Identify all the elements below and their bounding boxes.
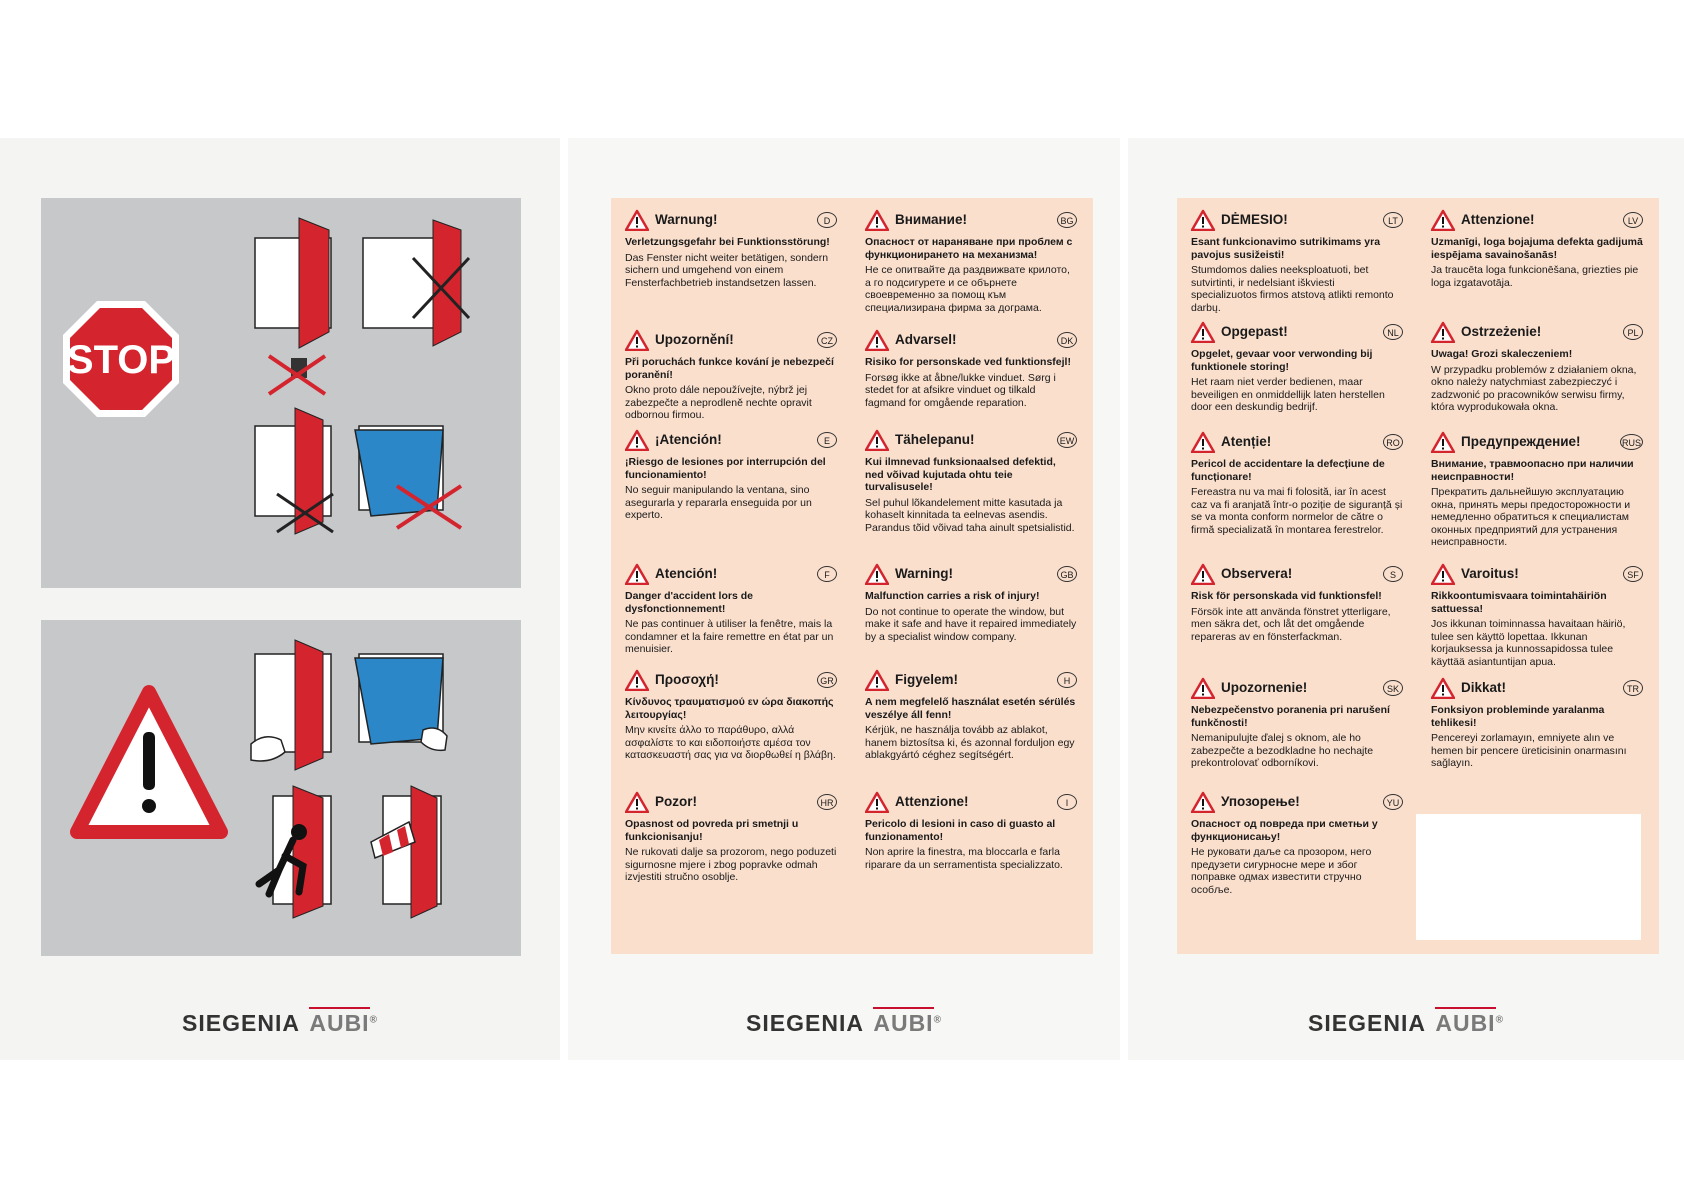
warning-body: Do not continue to operate the window, but make it safe and have it repaired immediately by a specialist window company.: [865, 605, 1077, 643]
warning-triangle-icon: [1191, 431, 1215, 453]
warning-body: Sel puhul lõkandelement mitte kasutada ja kohaselt kinnitada ta eelnevas asendis. Parandus tõid võivad taha ainult spetsialistid.: [865, 496, 1075, 534]
pictogram-panel-top: [41, 198, 521, 588]
warning-heading: Nebezpečenstvo poranenia pri narušení funkčnosti!: [1191, 704, 1390, 729]
warning-heading: Uwaga! Grozi skaleczeniem!: [1431, 348, 1573, 360]
warning-title: Warning!: [895, 566, 953, 581]
language-code-badge: RO: [1383, 434, 1403, 450]
warning-heading: Pericol de accidentare la defecțiune de funcționare!: [1191, 458, 1385, 483]
warning-block: [625, 668, 837, 762]
warning-title: ¡Atención!: [655, 432, 722, 447]
window-blue-sash-forbidden-icon: [355, 426, 461, 528]
warning-body: Försök inte att använda fönstret ytterligare, men säkra det, och låt det omgående repareras av en fönsterfackman.: [1191, 605, 1391, 643]
warning-block: [1431, 320, 1643, 414]
warning-triangle-icon: [625, 209, 649, 231]
warning-heading: Uzmanīgi, loga bojajuma defekta gadijumā iespējama savainošanās!: [1431, 236, 1643, 261]
warning-body: Не руковати даље са прозором, него предузети сигурносне мере и због поправке одмах известити стручно особље.: [1191, 846, 1372, 896]
stop-sign-icon: [63, 301, 179, 417]
warning-triangle-icon: [1431, 431, 1455, 453]
warning-heading: Opasnost od povreda pri smetnji u funkcionisanju!: [625, 818, 799, 843]
warning-title: DĖMESIO!: [1221, 212, 1288, 227]
language-code-badge: I: [1057, 794, 1077, 810]
warning-block: [1431, 676, 1643, 770]
warning-block: [625, 428, 837, 522]
language-code-badge: RUS: [1620, 434, 1643, 450]
warning-title: Ostrzeżenie!: [1461, 324, 1542, 339]
warning-body: Kérjük, ne használja tovább az ablakot, hanem biztosítsa ki, és azonnal forduljon egy ablakgyártó céghez segítségért.: [865, 724, 1075, 761]
warning-title: Предупреждение!: [1461, 434, 1581, 449]
window-handle-forbidden-icon: [255, 218, 331, 394]
warning-block: [1431, 430, 1643, 549]
window-blue-hand-icon: [355, 654, 447, 750]
warning-triangle-icon: [1431, 209, 1455, 231]
warning-body: Forsøg ikke at åbne/lukke vinduet. Sørg i stedet for at afsikre vinduet og tilkald fagmand for omgående reparation.: [865, 371, 1056, 409]
page-warnings-1: [568, 138, 1120, 1060]
warning-body: Non aprire la finestra, ma bloccarla e farla riparare da un serramentista specializzato.: [865, 846, 1063, 871]
warning-triangle-icon: [625, 791, 649, 813]
language-code-badge: S: [1383, 566, 1403, 582]
warning-triangle-icon: [625, 329, 649, 351]
warning-heading: Pericolo di lesioni in caso di guasto al funzionamento!: [865, 818, 1056, 843]
warning-title: Atenție!: [1221, 434, 1272, 449]
warning-title: Pozor!: [655, 794, 697, 809]
warning-triangle-icon: [625, 669, 649, 691]
page-warnings-2: [1128, 138, 1684, 1060]
warning-block: [625, 208, 837, 289]
language-code-badge: PL: [1623, 324, 1643, 340]
warning-triangle-icon: [1191, 563, 1215, 585]
language-code-badge: DK: [1057, 332, 1077, 348]
warnings-panel: [1177, 198, 1659, 954]
warning-body: Ne rukovati dalje sa prozorom, nego poduzeti sigurnosne mjere i zbog popravke odmah izvjestiti stručno osoblje.: [625, 846, 837, 883]
warnings-panel: [611, 198, 1093, 954]
warning-body: Μην κινείτε άλλο το παράθυρο, αλλά ασφαλίστε το και ειδοποιήστε αμέσα τον κατασκευαστή σας για να διορθωθεί η βλάβη.: [625, 724, 836, 761]
warning-heading: Esant funkcionavimo sutrikimams yra pavojus susižeisti!: [1191, 236, 1381, 261]
falling-person-icon: [259, 786, 331, 918]
warning-title: Attenzione!: [895, 794, 969, 809]
warning-heading: ¡Riesgo de lesiones por interrupción del funcionamiento!: [625, 456, 826, 481]
language-code-badge: D: [817, 212, 837, 228]
language-code-badge: GB: [1057, 566, 1077, 582]
warning-block: [625, 328, 837, 422]
warnings-column-left: [1177, 198, 1412, 954]
warning-block: [865, 428, 1077, 534]
language-code-badge: YU: [1383, 794, 1403, 810]
warning-triangle-icon: [865, 429, 889, 451]
warning-triangle-icon: [1431, 321, 1455, 343]
warning-heading: A nem megfelelő használat esetén sérülés veszélye áll fenn!: [865, 696, 1076, 721]
warning-title: Upozornění!: [655, 332, 734, 347]
warning-title: Dikkat!: [1461, 680, 1507, 695]
warning-triangle-icon: [1431, 677, 1455, 699]
language-code-badge: BG: [1057, 212, 1077, 228]
warning-body: Okno proto dále nepoužívejte, nýbrž jej zabezpečte a neprodleně nechte opravit odbornou firmou.: [625, 384, 812, 421]
warning-title: Упозорење!: [1221, 794, 1300, 809]
warning-heading: Malfunction carries a risk of injury!: [865, 590, 1040, 602]
warning-title: Advarsel!: [895, 332, 957, 347]
warning-body: No seguir manipulando la ventana, sino asegurarla y repararla enseguida por un experto.: [625, 484, 812, 521]
language-code-badge: GR: [817, 672, 837, 688]
warning-body: Jos ikkunan toiminnassa havaitaan häiriö, tulee sen käyttö lopettaa. Ikkunan korjauksessa ja kunnossapidossa tulee käyttää asiantuntijan apua.: [1431, 618, 1626, 668]
warnings-column-left: [611, 198, 846, 954]
warning-triangle-icon: [1191, 209, 1215, 231]
warning-title: Внимание!: [895, 212, 967, 227]
brand-logo: SIEGENIA AUBI®: [1128, 1010, 1684, 1037]
warning-title: Varoitus!: [1461, 566, 1519, 581]
warning-body: Stumdomos dalies neeksploatuoti, bet sutvirtinti, ir nedelsiant iškviesti specializuotos firmos atstovą atlikti remonto darbų.: [1191, 264, 1394, 314]
warning-triangle-icon: [865, 669, 889, 691]
warning-heading: Risk för personskada vid funktionsfel!: [1191, 590, 1382, 602]
warning-block: [1191, 320, 1403, 414]
page-pictograms: [0, 138, 560, 1060]
stop-sign-text: STOP: [66, 338, 176, 382]
warning-triangle-icon: [1191, 791, 1215, 813]
warning-block: [1191, 562, 1403, 643]
warning-triangle-icon: [1431, 563, 1455, 585]
warning-block: [865, 208, 1077, 314]
warning-block: [865, 328, 1077, 409]
warning-body: Не се опитвайте да раздвижвате крилото, а го подсигурете и се обърнете своевременно за помощ към специализирана фирма за дограма.: [865, 264, 1070, 314]
warning-body: Fereastra nu va mai fi folosită, iar în acest caz va fi aranjată într-o poziție de siguranță și se va monta conform normelor de către o firmă specializată în montarea ferestrelor.: [1191, 486, 1403, 536]
warning-heading: Kui ilmnevad funksionaalsed defektid, ned võivad kujutada ohtu teie turvalisusele!: [865, 456, 1056, 493]
warning-block: [625, 562, 837, 656]
warning-triangle-icon: [625, 563, 649, 585]
warning-body: Das Fenster nicht weiter betätigen, sondern sichern und umgehend von einem Fensterfachbetrieb instandsetzen lassen.: [625, 251, 829, 289]
warning-heading: Κίνδυνος τραυματισμού εν ώρα διακοπής λειτουργίας!: [625, 696, 834, 721]
warning-heading: Danger d'accident lors de dysfonctionnement!: [625, 590, 753, 615]
warning-triangle-icon: [77, 692, 221, 832]
blank-box: [1416, 814, 1641, 940]
warning-body: W przypadku problemów z działaniem okna, okno należy natychmiast zabezpieczyć i zadzwonić po pracowników serwisu firmy, która wyprodukowała okna.: [1431, 363, 1637, 413]
warning-heading: Rikkoontumisvaara toimintahäiriön sattuessa!: [1431, 590, 1607, 615]
warning-title: Opgepast!: [1221, 324, 1288, 339]
warning-heading: Při poruchách funkce kování je nebezpečí poranění!: [625, 356, 834, 381]
language-code-badge: H: [1057, 672, 1077, 688]
warning-block: [1191, 676, 1403, 770]
warning-block: [865, 562, 1077, 643]
language-code-badge: HR: [817, 794, 837, 810]
language-code-badge: SF: [1623, 566, 1643, 582]
warning-block: [1431, 562, 1643, 668]
warning-title: Atención!: [655, 566, 718, 581]
language-code-badge: NL: [1383, 324, 1403, 340]
warning-triangle-icon: [865, 791, 889, 813]
window-wind-icon: [371, 786, 441, 918]
warning-title: Warnung!: [655, 212, 718, 227]
warning-heading: Fonksiyon probleminde yaralanma tehlikesi!: [1431, 704, 1605, 729]
warning-title: Upozornenie!: [1221, 680, 1308, 695]
warning-triangle-icon: [865, 209, 889, 231]
language-code-badge: LT: [1383, 212, 1403, 228]
warning-title: Observera!: [1221, 566, 1293, 581]
warning-triangle-icon: [1191, 321, 1215, 343]
language-code-badge: TR: [1623, 680, 1643, 696]
language-code-badge: SK: [1383, 680, 1403, 696]
warning-block: [865, 668, 1077, 762]
window-hand-icon: [251, 640, 331, 770]
warning-block: [625, 790, 837, 884]
warning-body: Pencereyi zorlamayın, emniyete alın ve hemen bir pencere üreticisinin onarmasını sağlayın.: [1431, 732, 1627, 769]
warning-title: Tähelepanu!: [895, 432, 975, 447]
language-code-badge: F: [817, 566, 837, 582]
warning-body: Прекратить дальнейшую эксплуатацию окна, принять меры предосторожности и немедленно обратиться к специалистам оконных предприятий для устранения неисправности.: [1431, 486, 1631, 548]
window-tilt-forbidden-icon: [363, 220, 469, 346]
warning-heading: Verletzungsgefahr bei Funktionsstörung!: [625, 236, 830, 248]
warning-block: [1191, 208, 1403, 314]
warning-triangle-icon: [625, 429, 649, 451]
brand-logo: SIEGENIA AUBI®: [568, 1010, 1120, 1037]
warning-title: Attenzione!: [1461, 212, 1535, 227]
warning-heading: Опасност от нараняване при проблем с функционирането на механизма!: [865, 236, 1073, 261]
language-code-badge: EW: [1057, 432, 1077, 448]
warning-triangle-icon: [865, 563, 889, 585]
warning-title: Προσοχή!: [655, 672, 719, 687]
warning-heading: Опасност од повреда при сметњи у функционисању!: [1191, 818, 1378, 843]
warning-triangle-icon: [865, 329, 889, 351]
pictogram-panel-bottom: [41, 620, 521, 956]
warning-body: Het raam niet verder bedienen, maar beveiligen en onmiddellijk laten herstellen door een deskundig bedrijf.: [1191, 376, 1385, 413]
warnings-column-right: [851, 198, 1086, 954]
language-code-badge: LV: [1623, 212, 1643, 228]
warning-heading: Внимание, травмоопасно при наличии неисправности!: [1431, 458, 1634, 483]
warning-block: [1191, 790, 1403, 896]
warning-body: Nemanipulujte ďalej s oknom, ale ho zabezpečte a bezodkladne ho nechajte prekontrolovať odborníkovi.: [1191, 732, 1374, 769]
warning-heading: Opgelet, gevaar voor verwonding bij funktionele storing!: [1191, 348, 1373, 373]
warning-block: [865, 790, 1077, 871]
warning-body: Ja traucēta loga funkcionēšana, griezties pie loga izgatavotāja.: [1431, 264, 1639, 289]
window-sash-forbidden-icon: [255, 408, 333, 534]
warning-block: [1191, 430, 1403, 536]
warning-block: [1431, 208, 1643, 289]
warning-heading: Risiko for personskade ved funktionsfejl!: [865, 356, 1071, 368]
language-code-badge: CZ: [817, 332, 837, 348]
warning-title: Figyelem!: [895, 672, 959, 687]
warning-triangle-icon: [1191, 677, 1215, 699]
language-code-badge: E: [817, 432, 837, 448]
warning-body: Ne pas continuer à utiliser la fenêtre, mais la condamner et la faire remettre en état par un menuisier.: [625, 618, 834, 655]
brand-logo: SIEGENIA AUBI®: [0, 1010, 560, 1037]
